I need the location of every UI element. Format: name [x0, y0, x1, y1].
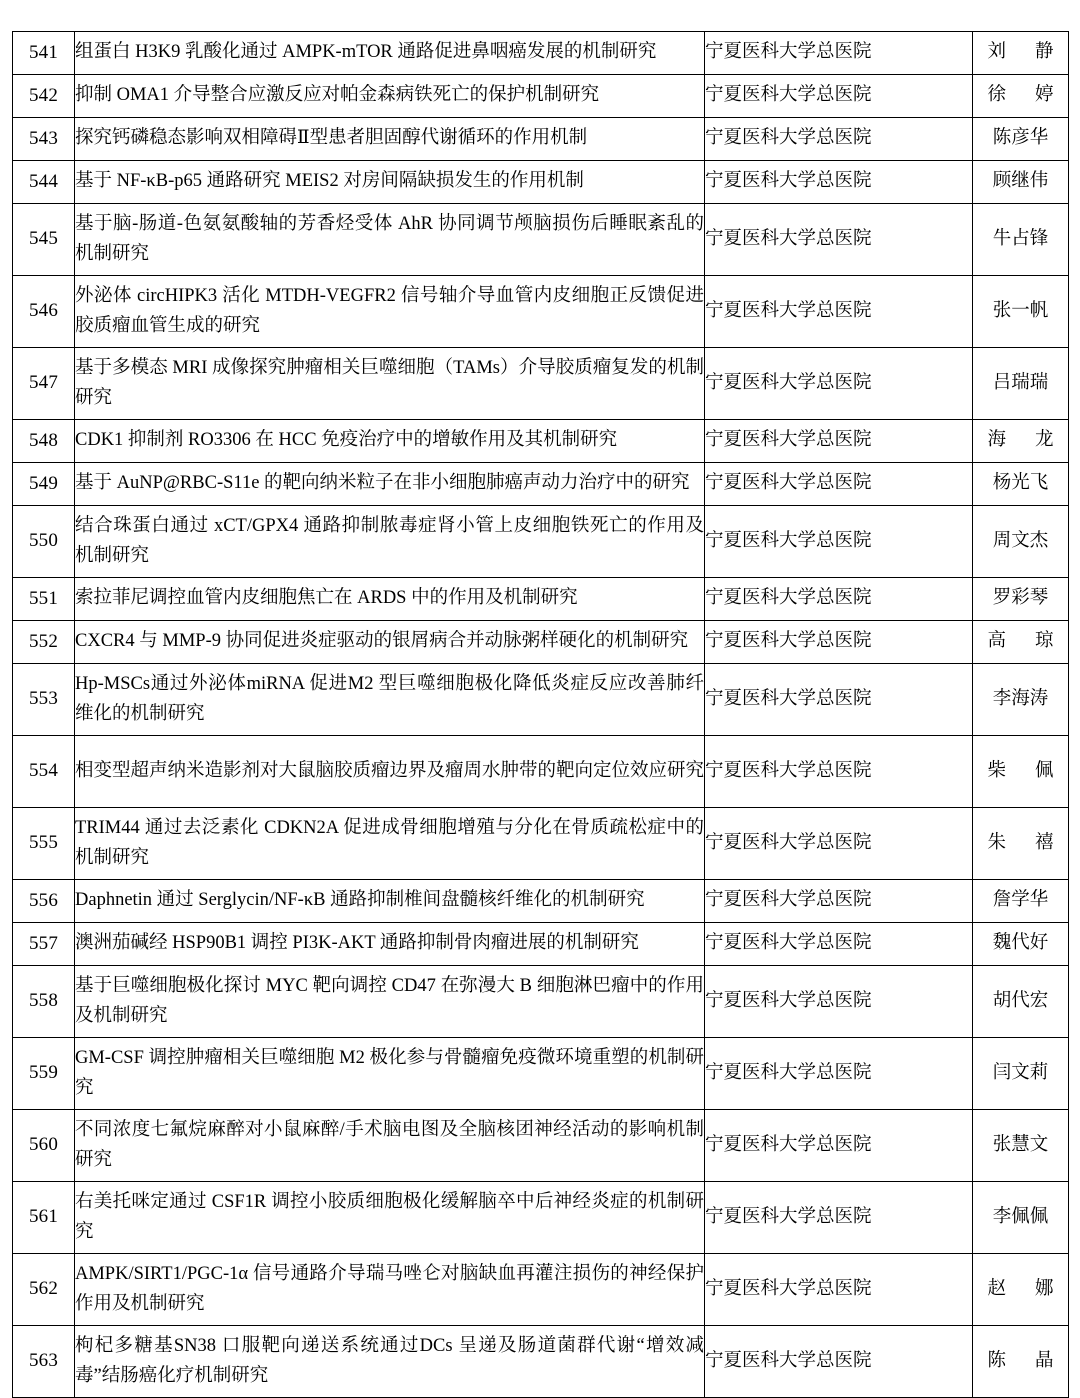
cell-applicant-name — [973, 736, 1069, 808]
cell-serial-number: 557 — [13, 923, 75, 966]
cell-organization: 宁夏医科大学总医院 — [705, 1110, 973, 1182]
cell-applicant-name: 李海涛 — [973, 664, 1069, 736]
cell-applicant-name — [973, 808, 1069, 880]
applicant-name-text: 陈晶 — [987, 1350, 1054, 1371]
cell-serial-number: 553 — [13, 664, 75, 736]
cell-applicant-name: 牛占锋 — [973, 204, 1069, 276]
cell-serial-number: 560 — [13, 1110, 75, 1182]
table-row — [13, 1182, 1069, 1254]
cell-serial-number: 549 — [13, 463, 75, 506]
cell-organization: 宁夏医科大学总医院 — [705, 276, 973, 348]
table-row — [13, 420, 1069, 463]
cell-organization: 宁夏医科大学总医院 — [705, 966, 973, 1038]
table-row — [13, 276, 1069, 348]
cell-serial-number: 554 — [13, 736, 75, 808]
cell-project-title: CXCR4 与 MMP-9 协同促进炎症驱动的银屑病合并动脉粥样硬化的机制研究 — [75, 621, 705, 664]
cell-project-title: 组蛋白 H3K9 乳酸化通过 AMPK-mTOR 通路促进鼻咽癌发展的机制研究 — [75, 32, 705, 75]
cell-serial-number: 550 — [13, 506, 75, 578]
cell-organization: 宁夏医科大学总医院 — [705, 1254, 973, 1326]
cell-organization: 宁夏医科大学总医院 — [705, 161, 973, 204]
cell-organization: 宁夏医科大学总医院 — [705, 808, 973, 880]
applicant-name-text: 朱禧 — [987, 832, 1054, 853]
cell-project-title: 右美托咪定通过 CSF1R 调控小胶质细胞极化缓解脑卒中后神经炎症的机制研究 — [75, 1182, 705, 1254]
cell-applicant-name — [973, 1326, 1069, 1398]
applicant-name-text: 赵娜 — [987, 1278, 1054, 1299]
cell-serial-number: 551 — [13, 578, 75, 621]
cell-organization: 宁夏医科大学总医院 — [705, 204, 973, 276]
cell-applicant-name: 胡代宏 — [973, 966, 1069, 1038]
cell-project-title: 探究钙磷稳态影响双相障碍Ⅱ型患者胆固醇代谢循环的作用机制 — [75, 118, 705, 161]
cell-project-title: 基于脑-肠道-色氨氨酸轴的芳香烃受体 AhR 协同调节颅脑损伤后睡眠紊乱的机制研究 — [75, 204, 705, 276]
cell-organization: 宁夏医科大学总医院 — [705, 1326, 973, 1398]
cell-applicant-name: 杨光飞 — [973, 463, 1069, 506]
cell-applicant-name — [973, 1254, 1069, 1326]
table-row — [13, 348, 1069, 420]
cell-serial-number: 558 — [13, 966, 75, 1038]
cell-organization: 宁夏医科大学总医院 — [705, 420, 973, 463]
cell-applicant-name: 罗彩琴 — [973, 578, 1069, 621]
cell-organization: 宁夏医科大学总医院 — [705, 506, 973, 578]
cell-applicant-name — [973, 420, 1069, 463]
cell-applicant-name: 周文杰 — [973, 506, 1069, 578]
cell-project-title: GM-CSF 调控肿瘤相关巨噬细胞 M2 极化参与骨髓瘤免疫微环境重塑的机制研究 — [75, 1038, 705, 1110]
table-row — [13, 880, 1069, 923]
table-row — [13, 1326, 1069, 1398]
cell-project-title: 澳洲茄碱经 HSP90B1 调控 PI3K-AKT 通路抑制骨肉瘤进展的机制研究 — [75, 923, 705, 966]
table-row — [13, 923, 1069, 966]
cell-applicant-name: 陈彦华 — [973, 118, 1069, 161]
table-row — [13, 808, 1069, 880]
cell-serial-number: 541 — [13, 32, 75, 75]
table-row — [13, 1038, 1069, 1110]
cell-serial-number: 552 — [13, 621, 75, 664]
cell-serial-number: 547 — [13, 348, 75, 420]
cell-applicant-name — [973, 621, 1069, 664]
cell-applicant-name: 顾继伟 — [973, 161, 1069, 204]
cell-project-title: 外泌体 circHIPK3 活化 MTDH-VEGFR2 信号轴介导血管内皮细胞正反馈促进胶质瘤血管生成的研究 — [75, 276, 705, 348]
cell-organization: 宁夏医科大学总医院 — [705, 664, 973, 736]
cell-organization: 宁夏医科大学总医院 — [705, 880, 973, 923]
table-row — [13, 506, 1069, 578]
cell-project-title: 基于多模态 MRI 成像探究肿瘤相关巨噬细胞（TAMs）介导胶质瘤复发的机制研究 — [75, 348, 705, 420]
cell-organization: 宁夏医科大学总医院 — [705, 621, 973, 664]
table-row — [13, 578, 1069, 621]
cell-serial-number: 559 — [13, 1038, 75, 1110]
cell-serial-number: 546 — [13, 276, 75, 348]
cell-project-title: 不同浓度七氟烷麻醉对小鼠麻醉/手术脑电图及全脑核团神经活动的影响机制研究 — [75, 1110, 705, 1182]
applicant-name-text: 徐婷 — [987, 85, 1054, 106]
cell-organization: 宁夏医科大学总医院 — [705, 736, 973, 808]
applicant-name-text: 刘静 — [987, 42, 1054, 63]
cell-organization: 宁夏医科大学总医院 — [705, 463, 973, 506]
cell-project-title: 基于 NF-κB-p65 通路研究 MEIS2 对房间隔缺损发生的作用机制 — [75, 161, 705, 204]
applicant-name-text: 海龙 — [987, 430, 1054, 451]
cell-applicant-name: 魏代好 — [973, 923, 1069, 966]
cell-applicant-name: 吕瑞瑞 — [973, 348, 1069, 420]
cell-organization: 宁夏医科大学总医院 — [705, 578, 973, 621]
cell-project-title: Daphnetin 通过 Serglycin/NF-κB 通路抑制椎间盘髓核纤维化的机制研究 — [75, 880, 705, 923]
cell-project-title: 索拉菲尼调控血管内皮细胞焦亡在 ARDS 中的作用及机制研究 — [75, 578, 705, 621]
cell-serial-number: 543 — [13, 118, 75, 161]
cell-applicant-name: 闫文莉 — [973, 1038, 1069, 1110]
cell-project-title: 基于 AuNP@RBC-S11e 的靶向纳米粒子在非小细胞肺癌声动力治疗中的研究 — [75, 463, 705, 506]
cell-project-title: TRIM44 通过去泛素化 CDKN2A 促进成骨细胞增殖与分化在骨质疏松症中的机制研究 — [75, 808, 705, 880]
cell-organization: 宁夏医科大学总医院 — [705, 923, 973, 966]
table-row — [13, 664, 1069, 736]
applicant-name-text: 高琼 — [987, 631, 1054, 652]
table-row — [13, 966, 1069, 1038]
table-row — [13, 204, 1069, 276]
cell-serial-number: 548 — [13, 420, 75, 463]
cell-project-title: 相变型超声纳米造影剂对大鼠脑胶质瘤边界及瘤周水肿带的靶向定位效应研究 — [75, 736, 705, 808]
cell-organization: 宁夏医科大学总医院 — [705, 1182, 973, 1254]
cell-organization: 宁夏医科大学总医院 — [705, 1038, 973, 1110]
cell-organization: 宁夏医科大学总医院 — [705, 75, 973, 118]
cell-project-title: 枸杞多糖基SN38 口服靶向递送系统通过DCs 呈递及肠道菌群代谢“增效减毒”结肠癌化疗机制研究 — [75, 1326, 705, 1398]
cell-serial-number: 561 — [13, 1182, 75, 1254]
cell-applicant-name — [973, 75, 1069, 118]
table-row — [13, 736, 1069, 808]
table-row — [13, 32, 1069, 75]
cell-project-title: 结合珠蛋白通过 xCT/GPX4 通路抑制脓毒症肾小管上皮细胞铁死亡的作用及机制研究 — [75, 506, 705, 578]
table-row — [13, 1110, 1069, 1182]
cell-serial-number: 544 — [13, 161, 75, 204]
cell-applicant-name: 李佩佩 — [973, 1182, 1069, 1254]
cell-applicant-name: 张一帆 — [973, 276, 1069, 348]
cell-serial-number: 562 — [13, 1254, 75, 1326]
cell-project-title: CDK1 抑制剂 RO3306 在 HCC 免疫治疗中的增敏作用及其机制研究 — [75, 420, 705, 463]
cell-applicant-name — [973, 32, 1069, 75]
table-row — [13, 621, 1069, 664]
cell-applicant-name: 张慧文 — [973, 1110, 1069, 1182]
table-row — [13, 463, 1069, 506]
table-body — [13, 32, 1069, 1398]
cell-organization: 宁夏医科大学总医院 — [705, 32, 973, 75]
cell-serial-number: 556 — [13, 880, 75, 923]
project-listing-table — [12, 31, 1069, 1398]
table-row — [13, 1254, 1069, 1326]
table-row — [13, 161, 1069, 204]
cell-project-title: 基于巨噬细胞极化探讨 MYC 靶向调控 CD47 在弥漫大 B 细胞淋巴瘤中的作用及机制研究 — [75, 966, 705, 1038]
applicant-name-text: 柴佩 — [987, 760, 1054, 781]
table-row — [13, 118, 1069, 161]
cell-serial-number: 542 — [13, 75, 75, 118]
cell-project-title: Hp-MSCs通过外泌体miRNA 促进M2 型巨噬细胞极化降低炎症反应改善肺纤维化的机制研究 — [75, 664, 705, 736]
cell-serial-number: 545 — [13, 204, 75, 276]
cell-serial-number: 563 — [13, 1326, 75, 1398]
cell-organization: 宁夏医科大学总医院 — [705, 348, 973, 420]
cell-project-title: AMPK/SIRT1/PGC-1α 信号通路介导瑞马唑仑对脑缺血再灌注损伤的神经保护作用及机制研究 — [75, 1254, 705, 1326]
cell-project-title: 抑制 OMA1 介导整合应激反应对帕金森病铁死亡的保护机制研究 — [75, 75, 705, 118]
cell-organization: 宁夏医科大学总医院 — [705, 118, 973, 161]
cell-serial-number: 555 — [13, 808, 75, 880]
table-row — [13, 75, 1069, 118]
cell-applicant-name: 詹学华 — [973, 880, 1069, 923]
